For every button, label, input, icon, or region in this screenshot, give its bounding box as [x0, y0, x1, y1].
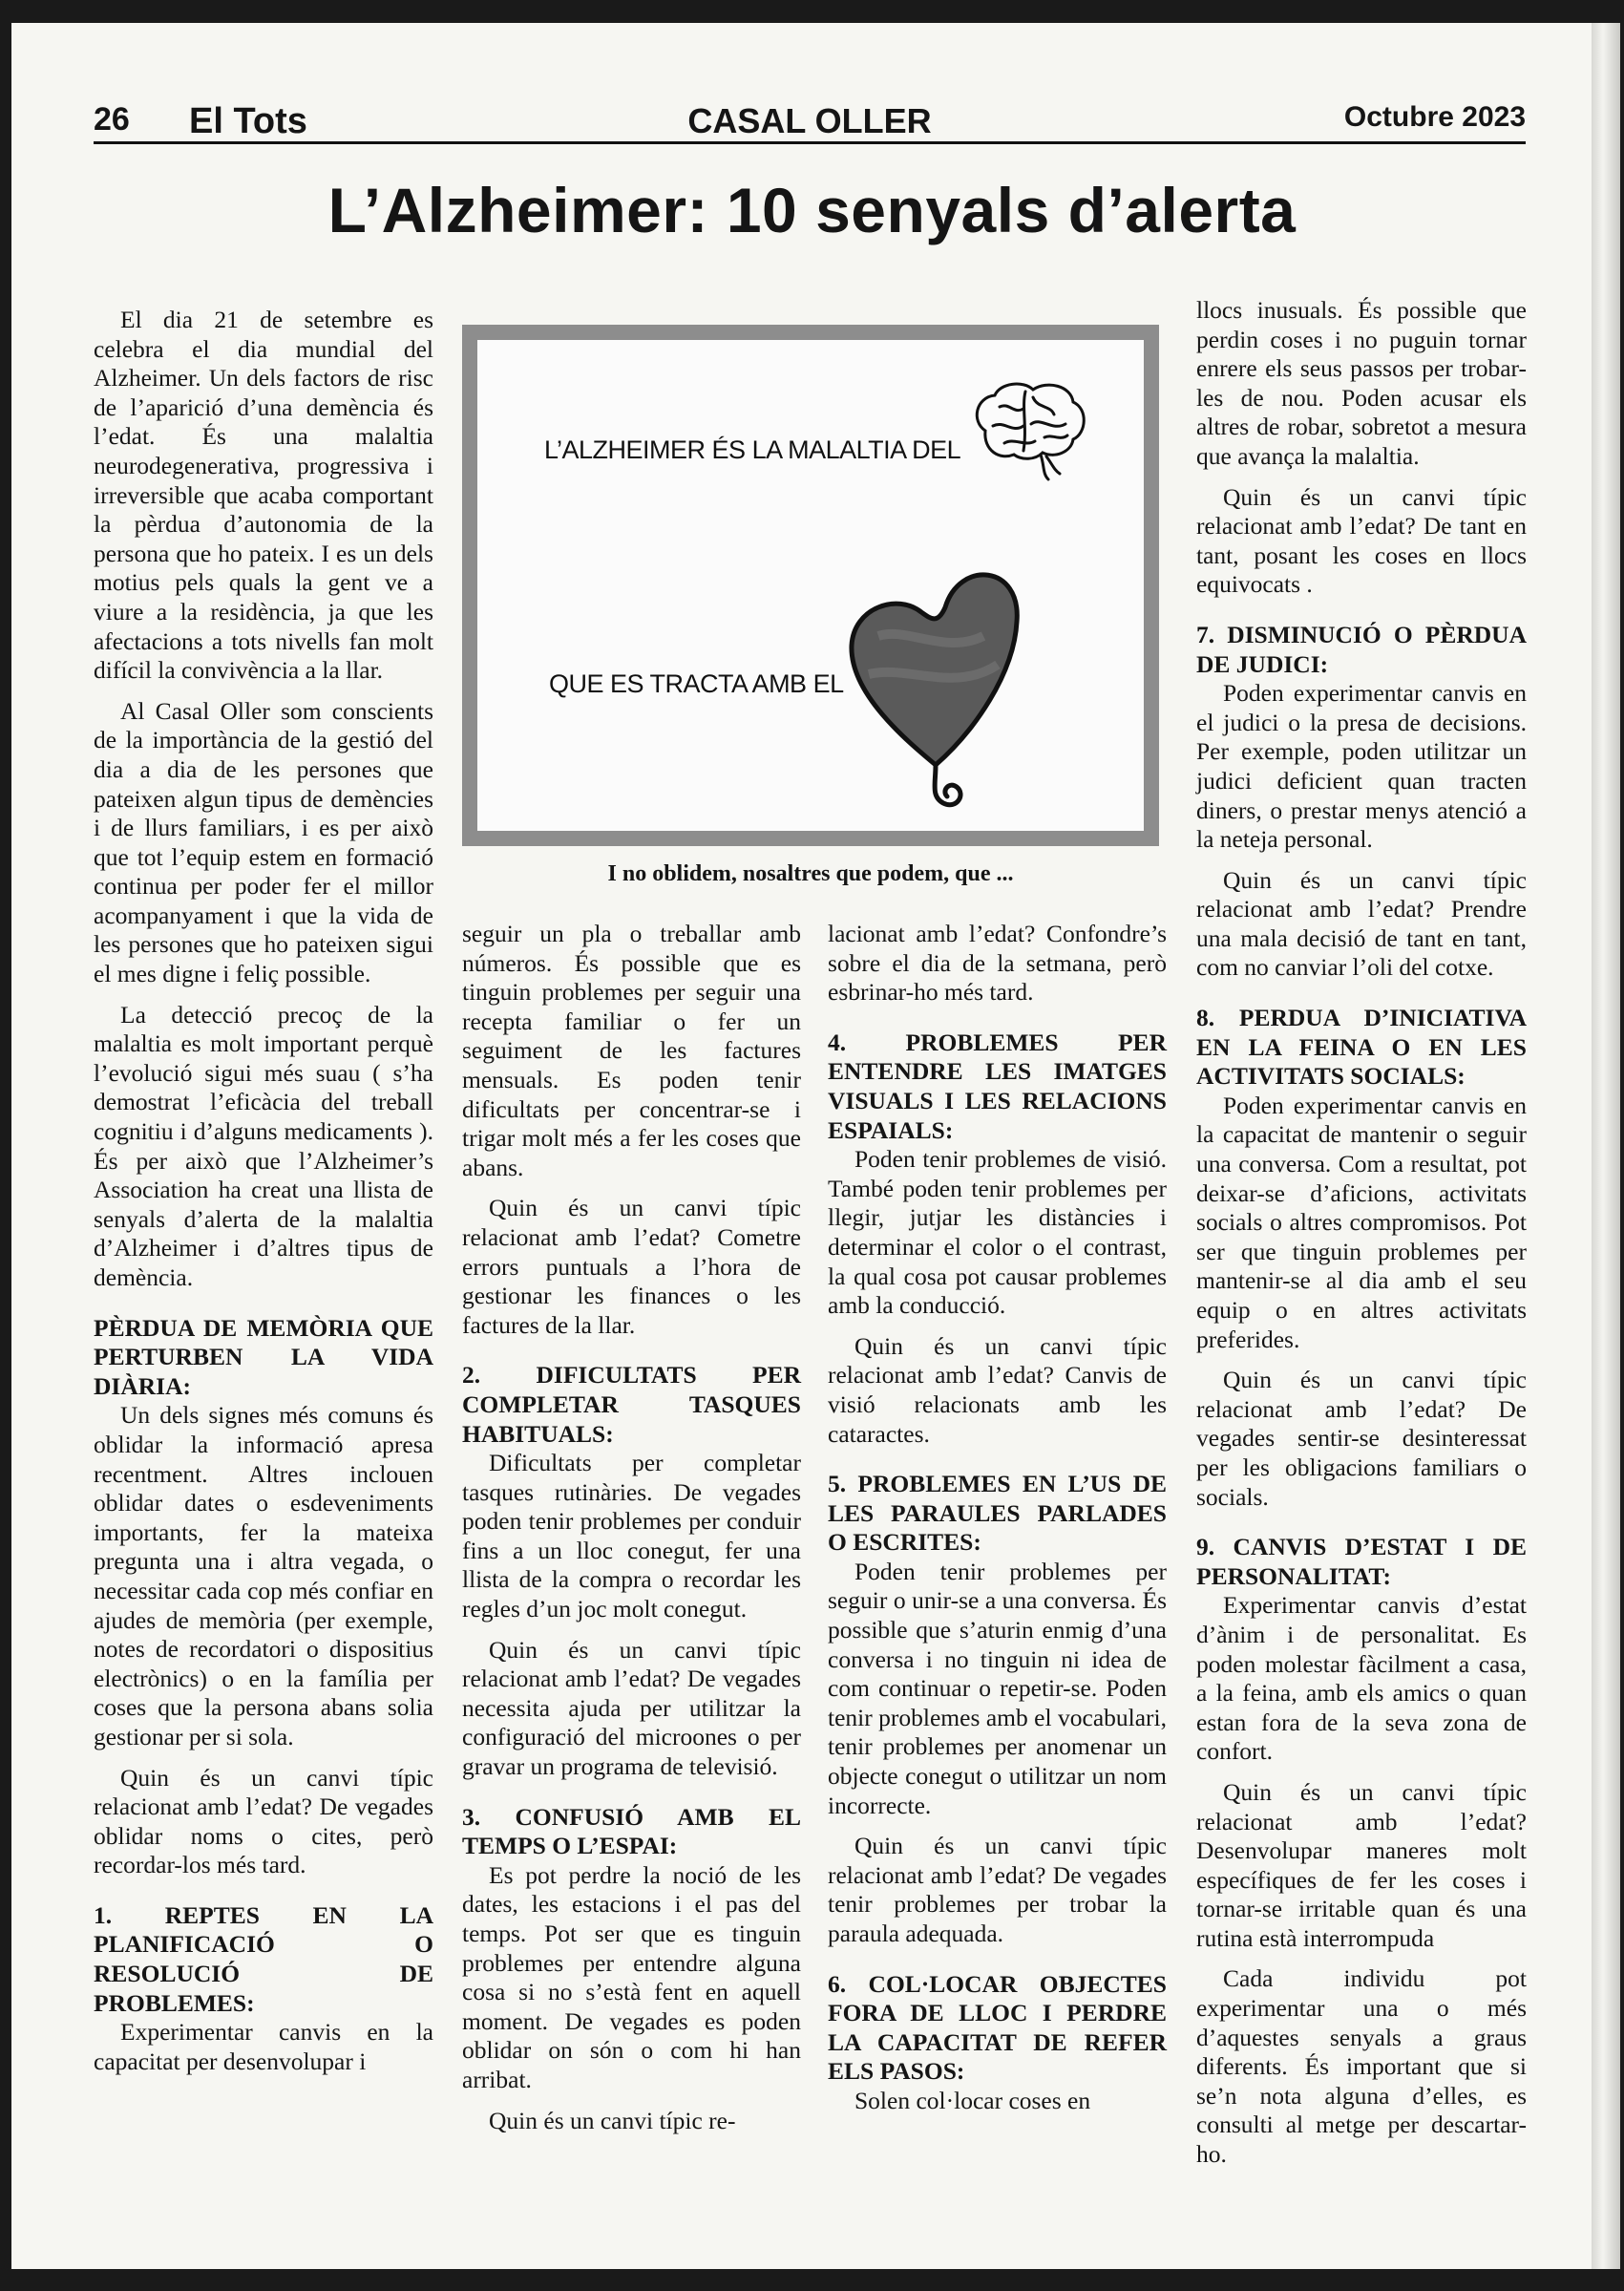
paragraph: Quin és un canvi típic relacionat amb l’edat? Desenvolupar maneres molt específiques de fer les coses i tornar-se irritable quan és una rutina està interrompuda	[1196, 1777, 1527, 1952]
paragraph: seguir un pla o treballar amb números. És possible que es tinguin problemes per seguir una recepta familiar o fer un seguiment de les factures mensuals. Es poden tenir dificultats per concentrar-se i trigar molt més a fer les coses que abans.	[462, 920, 801, 1181]
paragraph: Quin és un canvi típic relacionat amb l’edat? Prendre una mala decisió de tant en tant, com no canviar l’oli del cotxe.	[1196, 865, 1527, 982]
section-heading: 7. DISMINUCIÓ O PÈRDUA DE JUDICI:	[1196, 620, 1527, 678]
paragraph: Quin és un canvi típic relacionat amb l’edat? De vegades necessita ajuda per utilitzar la configuració del microones o per gravar un programa de televisió.	[462, 1635, 801, 1781]
paragraph: lacionat amb l’edat? Confondre’s sobre el dia de la setmana, però esbrinar-ho més tard.	[828, 920, 1167, 1007]
section-heading: 5. PROBLEMES EN L’US DE LES PARAULES PARLADES O ESCRITES:	[828, 1470, 1167, 1557]
paragraph: Quin és un canvi típic relacionat amb l’edat? De vegades tenir problemes per trobar la paraula adequada.	[828, 1832, 1167, 1947]
paragraph: Poden tenir problemes per seguir o unir-se a una conversa. És possible que s’aturin enmig d’una conversa i no tinguin ni idea de com continuar o repetir-se. Poden tenir problemes amb el vocabulari, tenir problemes per anomenar un objecte conegut o utilitzar un nom incorrecte.	[828, 1557, 1167, 1819]
illustration	[477, 340, 1144, 831]
paragraph: Quin és un canvi típic relacionat amb l’edat? Cometre errors puntuals a l’hora de gestionar les finances o les factures de la llar.	[462, 1194, 801, 1339]
page-header	[94, 101, 1526, 141]
paragraph: Es pot perdre la noció de les dates, les estacions i el pas del temps. Pot ser que es tinguin problemes per entendre alguna cosa si no s’està fent en aquell moment. De vegades es poden oblidar on són o com hi han arribat.	[462, 1860, 801, 2093]
issue-date: Octubre 2023	[1343, 101, 1526, 133]
paragraph: Poden experimentar canvis en la capacitat de mantenir o seguir una conversa. Com a resultat, pot deixar-se d’aficions, activitats socials o altres compromisos. Pot ser que tinguin problemes per mantenir-se al dia amb el seu equip o en altres activitats preferides.	[1196, 1091, 1527, 1353]
page-edge	[1592, 23, 1620, 2269]
column-2	[462, 920, 801, 2147]
section-heading: 8. PERDUA D’INICIATIVA EN LA FEINA O EN LES ACTIVITATS SOCIALS:	[1196, 1004, 1527, 1091]
paragraph: Al Casal Oller som conscients de la importància de la gestió del dia a dia de les persones que pateixen algun tipus de demències i de llurs familiars, i es per això que tot l’equip estem en formació continua per poder fer el millor acompanyament i que la vida de les persones que ho pateixen sigui el mes digne i feliç possible.	[94, 696, 433, 988]
column-3	[828, 920, 1167, 2128]
section-heading: 4. PROBLEMES PER ENTENDRE LES IMATGES VISUALS I LES RELACIONS ESPAIALS:	[828, 1028, 1167, 1144]
header-rule	[94, 141, 1526, 144]
paragraph: Poden tenir problemes de visió. També poden tenir problemes per llegir, jutjar les distàncies i determinar el color o el contrast, la qual cosa pot causar problemes amb la conducció.	[828, 1145, 1167, 1320]
illustration-text-top: L’ALZHEIMER ÉS LA MALALTIA DEL	[544, 435, 961, 464]
section-heading: 9. CANVIS D’ESTAT I DE PERSONALITAT:	[1196, 1533, 1527, 1590]
page-number: 26	[94, 101, 130, 138]
paragraph: El dia 21 de setembre es celebra el dia mundial del Alzheimer. Un dels factors de risc de l’aparició d’una demència és l’edat. És una malaltia neurodegenerativa, progressiva i irreversible que acaba comportant la pèrdua d’autonomia de la persona que ho pateix. I es un dels motius pels quals la gent ve a viure a la residència, ja que les afectacions a tots nivells fan molt difícil la convivència a la llar.	[94, 306, 433, 685]
paragraph: llocs inusuals. És possible que perdin coses i no puguin tornar enrere els seus passos per trobar-les de nou. Poden acusar els altres de robar, sobretot a mesura que avança la malaltia.	[1196, 296, 1527, 470]
paragraph: Quin és un canvi típic re-	[489, 2106, 736, 2134]
article-title: L’Alzheimer: 10 senyals d’alerta	[327, 175, 1297, 245]
section-heading: 2. DIFICULTATS PER COMPLETAR TASQUES HABITUALS:	[462, 1361, 801, 1448]
paragraph: Quin és un canvi típic relacionat amb l’edat? De vegades sentir-se desinteressat per les obligacions familiars o socials.	[1196, 1366, 1527, 1511]
brain-icon	[966, 378, 1090, 483]
paragraph: Cada individu pot experimentar una o més d’aquestes senyals a graus diferents. És important que si se’n nota alguna d’elles, es consulti al metge per descartar-ho.	[1196, 1964, 1527, 2169]
paragraph: Quin és un canvi típic relacionat amb l’edat? Canvis de visió relacionats amb les cataractes.	[828, 1331, 1167, 1448]
paragraph: La detecció precoç de la malaltia es molt important perquè l’evolució sigui més suau ( s’ha demostrat l’eficàcia del treball cognitiu i d’alguns medicaments ). És per això que l’Alzheimer’s Association ha creat una llista de senyals d’alerta de la malaltia d’Alzheimer i d’altres tipus de demència.	[94, 1000, 433, 1291]
paragraph: Experimentar canvis d’estat d’ànim i de personalitat. Es poden molestar fàcilment a casa, a la feina, amb els amics o quan estan fora de la seva zona de confort.	[1196, 1591, 1527, 1766]
section-heading: 6. COL·LOCAR OBJECTES FORA DE LLOC I PERDRE LA CAPACITAT DE REFER ELS PASOS:	[828, 1969, 1167, 2086]
paragraph: Solen col·locar coses en	[854, 2086, 1091, 2114]
column-4	[1196, 296, 1527, 2181]
section-heading: 1. REPTES EN LA PLANIFICACIÓ O RESOLUCIÓ DE PROBLEMES:	[94, 1900, 433, 2017]
paragraph: Quin és un canvi típic relacionat amb l’edat? De vegades oblidar noms o cites, però recordar-los més tard.	[94, 1763, 433, 1879]
paragraph: Poden experimentar canvis en el judici o la presa de decisions. Per exemple, poden utilitzar un judici deficient quan tracten diners, o prestar menys atenció a la neteja personal.	[1196, 679, 1527, 854]
illustration-text-bottom: QUE ES TRACTA AMB EL	[549, 669, 844, 698]
section-name: CASAL OLLER	[687, 101, 932, 140]
publication-name: El Tots	[189, 101, 307, 141]
illustration-caption: I no oblidem, nosaltres que podem, que ...	[607, 861, 1014, 886]
heart-icon	[840, 541, 1031, 827]
paragraph: Un dels signes més comuns és oblidar la informació apresa recentment. Altres inclouen oblidar dates o esdeveniments importants, fer la mateixa pregunta una i altra vegada, o necessitar cada cop més confiar en ajudes de memòria (per exemple, notes de recordatori o dispositius electrònics) o en la família per coses que la persona abans solia gestionar per si sola.	[94, 1401, 433, 1750]
paragraph: Dificultats per completar tasques rutinàries. De vegades poden tenir problemes per conduir fins a un lloc conegut, fer una llista de la compra o recordar les regles d’un joc molt conegut.	[462, 1449, 801, 1623]
paragraph: Experimentar canvis en la capacitat per desenvolupar i	[94, 2018, 433, 2075]
section-heading: PÈRDUA DE MEMÒRIA QUE PERTURBEN LA VIDA DIÀRIA:	[94, 1313, 433, 1400]
illustration-frame	[462, 325, 1159, 846]
column-1	[94, 306, 433, 2088]
paragraph: Quin és un canvi típic relacionat amb l’edat? De tant en tant, posant les coses en llocs equivocats .	[1196, 482, 1527, 599]
section-heading: 3. CONFUSIÓ AMB EL TEMPS O L’ESPAI:	[462, 1802, 801, 1860]
